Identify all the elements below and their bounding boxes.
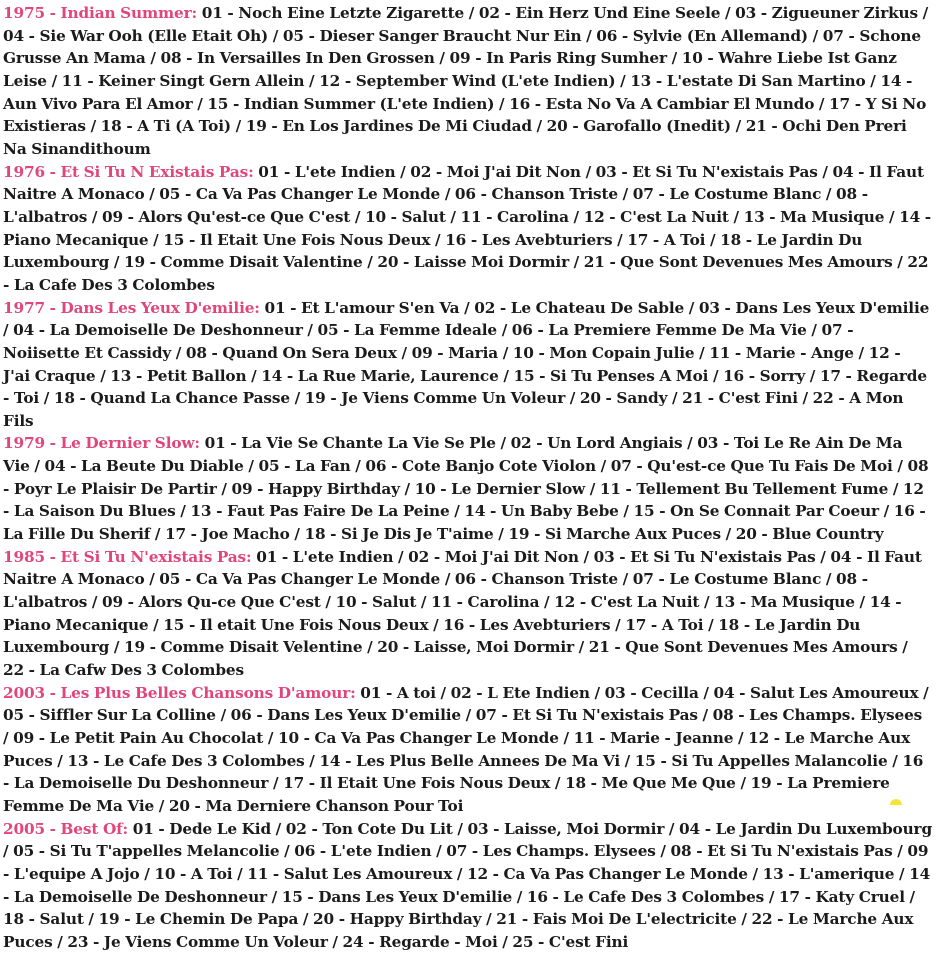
album-tracklist: 01 - A toi / 02 - L Ete Indien / 03 - Cecilla / 04 - Salut Les Amoureux / 05 - Siffler Sur La Colline / 06 - Dans Les Yeux D'emilie / 07 - Et Si Tu N'existais Pas / 08 - Les Champs. Elysees / 09 - Le Petit Pain Au Chocolat / 10 - Ca Va Pas Changer Le Monde / 11 - Marie - Jeanne / 12 - Le Marche Aux Puces / 13 - Le Cafe Des 3 Colombes / 14 - Les Plus Belle Annees De Ma Vi / 15 - Si Tu Appelles Malancolie / 16 - La Demoiselle Du Deshonneur / 17 - Il Etait Une Fois Nous Deux / 18 - Me Que Me Que / 19 - La Premiere Femme De Ma Vie / 20 - Ma Derniere Chanson Pour Toi <box>3 683 929 815</box>
album-title: 2003 - Les Plus Belles Chansons D'amour: <box>3 683 356 702</box>
album-tracklist: 01 - Dede Le Kid / 02 - Ton Cote Du Lit / 03 - Laisse, Moi Dormir / 04 - Le Jardin Du Luxembourg / 05 - Si Tu T'appelles Melancolie / 06 - L'ete Indien / 07 - Les Champs. Elysees / 08 - Et Si Tu N'existais Pas / 09 - L'equipe A Jojo / 10 - A Toi / 11 - Salut Les Amoureux / 12 - Ca Va Pas Changer Le Monde / 13 - L'amerique / 14 - La Demoiselle De Deshonneur / 15 - Dans Les Yeux D'emilie / 16 - Le Cafe Des 3 Colombes / 17 - Katy Cruel / 18 - Salut / 19 - Le Chemin De Papa / 20 - Happy Birthday / 21 - Fais Moi De L'electricite / 22 - Le Marche Aux Puces / 23 - Je Viens Comme Un Voleur / 24 - Regarde - Moi / 25 - C'est Fini <box>3 819 933 951</box>
album-entry-2003 <box>3 682 932 818</box>
album-entry-1977 <box>3 297 932 433</box>
album-title: 1976 - Et Si Tu N Existais Pas: <box>3 162 254 181</box>
album-tracklist: 01 - Et L'amour S'en Va / 02 - Le Chateau De Sable / 03 - Dans Les Yeux D'emilie / 04 - La Demoiselle De Deshonneur / 05 - La Femme Ideale / 06 - La Premiere Femme De Ma Vie / 07 - Noiisette Et Cassidy / 08 - Quand On Sera Deux / 09 - Maria / 10 - Mon Copain Julie / 11 - Marie - Ange / 12 - J'ai Craque / 13 - Petit Ballon / 14 - La Rue Marie, Laurence / 15 - Si Tu Penses A Moi / 16 - Sorry / 17 - Regarde - Toi / 18 - Quand La Chance Passe / 19 - Je Viens Comme Un Voleur / 20 - Sandy / 21 - C'est Fini / 22 - A Mon Fils <box>3 298 930 430</box>
album-tracklist: 01 - L'ete Indien / 02 - Moi J'ai Dit Non / 03 - Et Si Tu N'existais Pas / 04 - Il Faut Naitre A Monaco / 05 - Ca Va Pas Changer Le Monde / 06 - Chanson Triste / 07 - Le Costume Blanc / 08 - L'albatros / 09 - Alors Qu'est-ce Que C'est / 10 - Salut / 11 - Carolina / 12 - C'est La Nuit / 13 - Ma Musique / 14 - Piano Mecanique / 15 - Il Etait Une Fois Nous Deux / 16 - Les Avebturiers / 17 - A Toi / 18 - Le Jardin Du Luxembourg / 19 - Comme Disait Valentine / 20 - Laisse Moi Dormir / 21 - Que Sont Devenues Mes Amours / 22 - La Cafe Des 3 Colombes <box>3 162 931 294</box>
corner-color-mark <box>890 799 902 805</box>
album-title: 1977 - Dans Les Yeux D'emilie: <box>3 298 260 317</box>
album-entry-2005 <box>3 818 932 954</box>
album-title: 2005 - Best Of: <box>3 819 129 838</box>
album-title: 1985 - Et Si Tu N'existais Pas: <box>3 547 252 566</box>
album-title: 1975 - Indian Summer: <box>3 4 198 22</box>
album-entry-1976 <box>3 161 932 297</box>
album-entry-1979 <box>3 432 932 545</box>
album-entry-1975 <box>3 2 932 161</box>
album-entry-1985 <box>3 546 932 682</box>
album-tracklist: 01 - Noch Eine Letzte Zigarette / 02 - Ein Herz Und Eine Seele / 03 - Zigueuner Zirkus / 04 - Sie War Ooh (Elle Etait Oh) / 05 - Dieser Sanger Braucht Nur Ein / 06 - Sylvie (En Allemand) / 07 - Schone Grusse An Mama / 08 - In Versailles In Den Grossen / 09 - In Paris Ring Sumher / 10 - Wahre Liebe Ist Ganz Leise / 11 - Keiner Singt Gern Allein / 12 - September Wind (L'ete Indien) / 13 - L'estate Di San Martino / 14 - Aun Vivo Para El Amor / 15 - Indian Summer (L'ete Indien) / 16 - Esta No Va A Cambiar El Mundo / 17 - Y Si No Existieras / 18 - A Ti (A Toi) / 19 - En Los Jardines De Mi Ciudad / 20 - Garofallo (Inedit) / 21 - Ochi Den Preri Na Sinandithoum <box>3 4 929 158</box>
album-tracklist: 01 - L'ete Indien / 02 - Moi J'ai Dit Non / 03 - Et Si Tu N'existais Pas / 04 - Il Faut Naitre A Monaco / 05 - Ca Va Pas Changer Le Monde / 06 - Chanson Triste / 07 - Le Costume Blanc / 08 - L'albatros / 09 - Alors Qu-ce Que C'est / 10 - Salut / 11 - Carolina / 12 - C'est La Nuit / 13 - Ma Musique / 14 - Piano Mecanique / 15 - Il etait Une Fois Nous Deux / 16 - Les Avebturiers / 17 - A Toi / 18 - Le Jardin Du Luxembourg / 19 - Comme Disait Velentine / 20 - Laisse, Moi Dormir / 21 - Que Sont Devenues Mes Amours / 22 - La Cafw Des 3 Colombes <box>3 547 922 680</box>
album-title: 1979 - Le Dernier Slow: <box>3 434 200 453</box>
album-tracklist: 01 - La Vie Se Chante La Vie Se Ple / 02 - Un Lord Angiais / 03 - Toi Le Re Ain De Ma Vie / 04 - La Beute Du Diable / 05 - La Fan / 06 - Cote Banjo Cote Violon / 07 - Qu'est-ce Que Tu Fais De Moi / 08 - Poyr Le Plaisir De Partir / 09 - Happy Birthday / 10 - Le Dernier Slow / 11 - Tellement Bu Tellement Fume / 12 - La Saison Du Blues / 13 - Faut Pas Faire De La Peine / 14 - Un Baby Bebe / 15 - On Se Connait Par Coeur / 16 - La Fille Du Sherif / 17 - Joe Macho / 18 - Si Je Dis Je T'aime / 19 - Si Marche Aux Puces / 20 - Blue Country <box>3 434 929 544</box>
